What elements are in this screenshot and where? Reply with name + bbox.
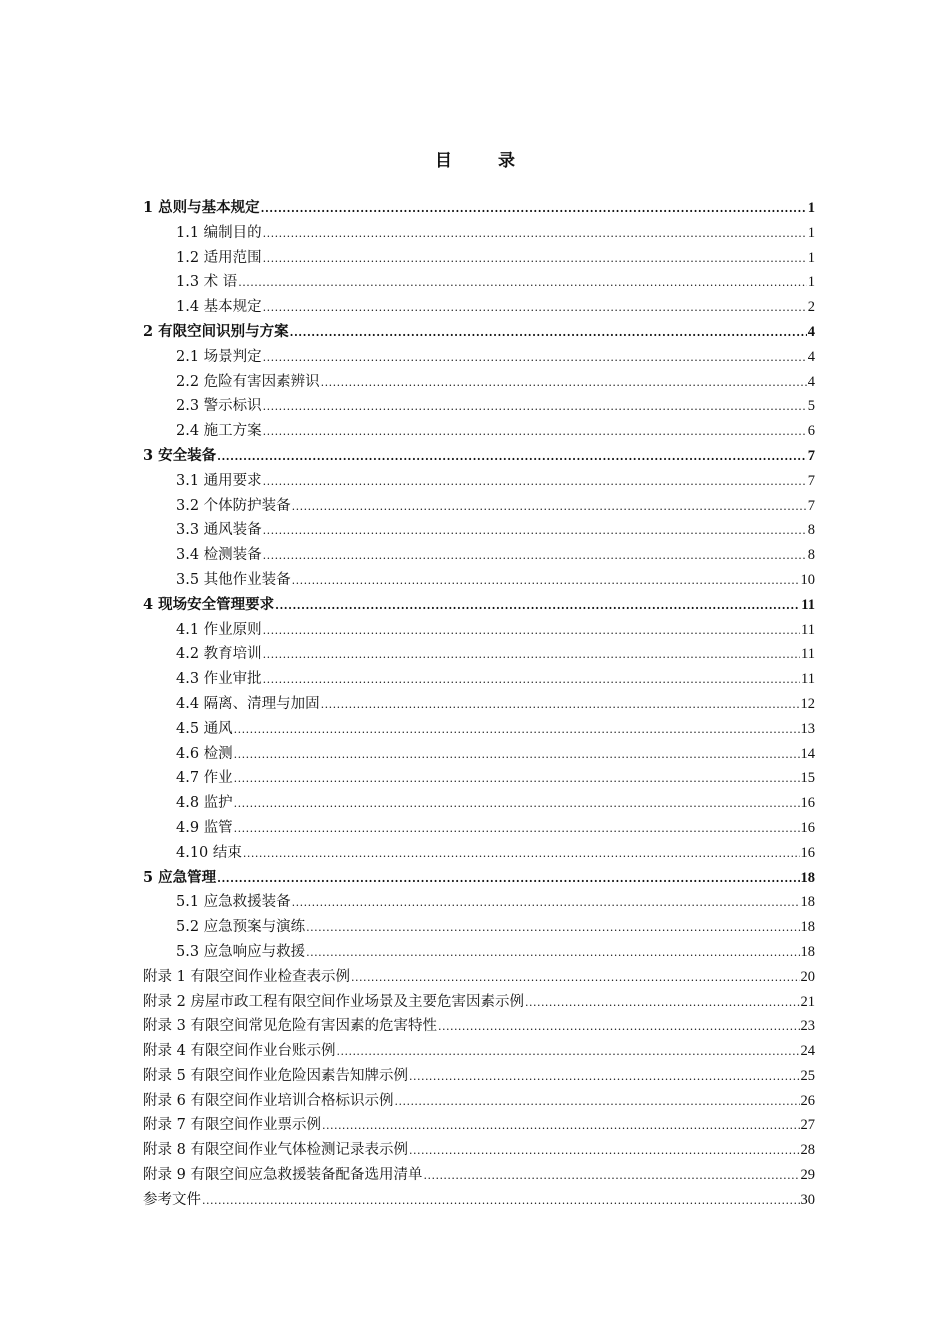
toc-page-number: 7 — [807, 447, 815, 464]
toc-dot-leader — [234, 792, 800, 817]
toc-dot-leader — [261, 197, 807, 222]
toc-entry-label: 附录 6 有限空间作业培训合格标识示例 — [143, 1092, 394, 1109]
toc-section-entry[interactable] — [143, 370, 815, 395]
toc-section-entry[interactable] — [143, 469, 815, 494]
toc-dot-leader — [263, 643, 800, 668]
toc-page-number: 11 — [801, 621, 815, 638]
toc-page-number: 8 — [807, 522, 815, 539]
toc-section-entry[interactable] — [143, 394, 815, 419]
toc-appendix-entry[interactable] — [143, 965, 815, 990]
toc-chapter-entry[interactable] — [143, 320, 815, 345]
toc-entry-label: 3 安全装备 — [143, 446, 217, 464]
toc-dot-leader — [292, 569, 800, 594]
toc-entry-label: 附录 8 有限空间作业气体检测记录表示例 — [143, 1142, 408, 1159]
toc-appendix-entry[interactable] — [143, 1163, 815, 1188]
toc-dot-leader — [217, 445, 807, 470]
toc-section-entry[interactable] — [143, 890, 815, 915]
toc-dot-leader — [525, 991, 800, 1016]
toc-dot-leader — [409, 1065, 800, 1090]
toc-entry-label: 附录 5 有限空间作业危险因素告知牌示例 — [143, 1067, 408, 1084]
toc-entry-label: 附录 2 房屋市政工程有限空间作业场景及主要危害因素示例 — [143, 993, 524, 1010]
toc-chapter-entry[interactable] — [143, 196, 815, 221]
toc-page-number: 18 — [800, 894, 815, 911]
toc-page-number: 25 — [800, 1067, 815, 1084]
toc-page-number: 1 — [807, 224, 815, 241]
toc-dot-leader — [306, 916, 799, 941]
toc-page-number: 7 — [807, 472, 815, 489]
toc-section-entry[interactable] — [143, 618, 815, 643]
toc-entry-label: 4.3 作业审批 — [176, 671, 262, 688]
toc-entry-label: 4.10 结束 — [176, 844, 242, 861]
toc-dot-leader — [263, 222, 807, 247]
toc-page-number: 18 — [800, 869, 815, 886]
toc-entry-label: 附录 9 有限空间应急救援装备配备选用清单 — [143, 1167, 423, 1184]
toc-dot-leader — [438, 1015, 800, 1040]
page-title: 目 录 — [435, 151, 535, 171]
toc-page-number: 1 — [807, 200, 815, 216]
toc-entry-label: 1.4 基本规定 — [176, 299, 262, 316]
toc-dot-leader — [263, 296, 807, 321]
toc-appendix-entry[interactable] — [143, 1039, 815, 1064]
toc-page-number: 4 — [807, 373, 815, 390]
toc-dot-leader — [409, 1139, 800, 1164]
toc-appendix-entry[interactable] — [143, 1113, 815, 1138]
toc-entry-label: 4.4 隔离、清理与加固 — [176, 695, 320, 712]
table-of-contents — [143, 196, 815, 1213]
toc-section-entry[interactable] — [143, 791, 815, 816]
toc-appendix-entry[interactable] — [143, 990, 815, 1015]
toc-page-number: 21 — [800, 993, 815, 1010]
toc-entry-label: 2.2 危险有害因素辨识 — [176, 373, 320, 390]
toc-entry-label: 2.3 警示标识 — [176, 398, 262, 415]
toc-page-number: 1 — [807, 249, 815, 266]
toc-dot-leader — [263, 247, 807, 272]
toc-entry-label: 4.5 通风 — [176, 720, 233, 737]
toc-page-number: 5 — [807, 398, 815, 415]
toc-entry-label: 3.2 个体防护装备 — [176, 497, 291, 514]
toc-entry-label: 4 现场安全管理要求 — [143, 595, 275, 613]
toc-dot-leader — [263, 420, 807, 445]
toc-dot-leader — [292, 495, 807, 520]
toc-page-number: 29 — [800, 1167, 815, 1184]
toc-entry-label: 2 有限空间识别与方案 — [143, 322, 289, 340]
toc-page-number: 13 — [800, 720, 815, 737]
toc-section-entry[interactable] — [143, 940, 815, 965]
toc-section-entry[interactable] — [143, 717, 815, 742]
toc-entry-label: 4.9 监管 — [176, 819, 233, 836]
toc-dot-leader — [321, 371, 807, 396]
toc-section-entry[interactable] — [143, 494, 815, 519]
toc-dot-leader — [275, 594, 800, 619]
toc-page-number: 24 — [800, 1043, 815, 1060]
toc-page-number: 20 — [800, 968, 815, 985]
toc-page-number: 6 — [807, 423, 815, 440]
toc-section-entry[interactable] — [143, 766, 815, 791]
toc-entry-label: 附录 1 有限空间作业检查表示例 — [143, 968, 350, 985]
toc-section-entry[interactable] — [143, 742, 815, 767]
toc-page-number: 10 — [800, 571, 815, 588]
toc-entry-label: 1.2 适用范围 — [176, 249, 262, 266]
toc-page-number: 28 — [800, 1142, 815, 1159]
toc-appendix-entry[interactable] — [143, 1138, 815, 1163]
toc-page-number: 15 — [800, 770, 815, 787]
toc-dot-leader — [263, 668, 800, 693]
toc-page-number: 18 — [800, 919, 815, 936]
toc-entry-label: 4.8 监护 — [176, 795, 233, 812]
toc-entry-label: 3.5 其他作业装备 — [176, 571, 291, 588]
toc-entry-label: 1 总则与基本规定 — [143, 199, 260, 216]
toc-entry-label: 5.2 应急预案与演练 — [176, 919, 306, 936]
toc-section-entry[interactable] — [143, 543, 815, 568]
toc-entry-label: 5 应急管理 — [143, 868, 217, 886]
toc-dot-leader — [263, 619, 800, 644]
toc-dot-leader — [234, 817, 800, 842]
toc-dot-leader — [234, 718, 800, 743]
toc-entry-label: 参考文件 — [143, 1191, 201, 1208]
toc-section-entry[interactable] — [143, 816, 815, 841]
toc-entry-label: 4.6 检测 — [176, 745, 233, 762]
toc-dot-leader — [243, 842, 800, 867]
toc-page-number: 11 — [801, 596, 815, 613]
toc-entry-label: 1.1 编制目的 — [176, 224, 262, 241]
toc-page-number: 16 — [800, 819, 815, 836]
toc-dot-leader — [322, 1114, 800, 1139]
toc-dot-leader — [423, 1164, 799, 1189]
toc-chapter-entry[interactable] — [143, 444, 815, 469]
toc-section-entry[interactable] — [143, 692, 815, 717]
toc-entry-label: 4.2 教育培训 — [176, 646, 262, 663]
toc-chapter-entry[interactable] — [143, 866, 815, 891]
toc-dot-leader — [263, 395, 807, 420]
toc-entry-label: 1.3 术 语 — [176, 274, 238, 291]
toc-section-entry[interactable] — [143, 915, 815, 940]
toc-section-entry[interactable] — [143, 667, 815, 692]
toc-page-number: 1 — [807, 274, 815, 291]
toc-section-entry[interactable] — [143, 246, 815, 271]
toc-entry-label: 4.1 作业原则 — [176, 621, 262, 638]
toc-section-entry[interactable] — [143, 270, 815, 295]
toc-entry-label: 3.3 通风装备 — [176, 522, 262, 539]
toc-entry-label: 5.3 应急响应与救援 — [176, 943, 306, 960]
toc-section-entry[interactable] — [143, 295, 815, 320]
toc-dot-leader — [234, 743, 800, 768]
toc-page-number: 27 — [800, 1117, 815, 1134]
toc-page-number: 12 — [800, 695, 815, 712]
toc-entry-label: 附录 7 有限空间作业票示例 — [143, 1117, 321, 1134]
toc-dot-leader — [321, 693, 800, 718]
toc-entry-label: 4.7 作业 — [176, 770, 233, 787]
toc-appendix-entry[interactable] — [143, 1014, 815, 1039]
toc-page-number: 16 — [800, 844, 815, 861]
toc-section-entry[interactable] — [143, 841, 815, 866]
toc-page-number: 18 — [800, 943, 815, 960]
toc-chapter-entry[interactable] — [143, 593, 815, 618]
toc-entry-label: 附录 4 有限空间作业台账示例 — [143, 1043, 336, 1060]
toc-entry-label: 3.1 通用要求 — [176, 472, 262, 489]
toc-dot-leader — [263, 544, 807, 569]
toc-entry-label: 附录 3 有限空间常见危险有害因素的危害特性 — [143, 1018, 437, 1035]
toc-dot-leader — [234, 767, 800, 792]
toc-dot-leader — [290, 321, 807, 346]
toc-page-number: 11 — [801, 671, 815, 688]
toc-page-number: 14 — [800, 745, 815, 762]
toc-entry-label: 2.4 施工方案 — [176, 423, 262, 440]
toc-dot-leader — [202, 1189, 800, 1214]
toc-page-number: 16 — [800, 795, 815, 812]
toc-page-number: 30 — [800, 1191, 815, 1208]
toc-dot-leader — [306, 941, 799, 966]
toc-page-number: 8 — [807, 547, 815, 564]
toc-dot-leader — [292, 891, 800, 916]
toc-page-number: 4 — [807, 323, 815, 340]
toc-page-number: 2 — [807, 299, 815, 316]
toc-section-entry[interactable] — [143, 568, 815, 593]
toc-entry-label: 2.1 场景判定 — [176, 348, 262, 365]
toc-dot-leader — [238, 271, 806, 296]
toc-page-number: 11 — [801, 646, 815, 663]
toc-section-entry[interactable] — [143, 345, 815, 370]
toc-section-entry[interactable] — [143, 419, 815, 444]
toc-entry-label: 3.4 检测装备 — [176, 547, 262, 564]
toc-dot-leader — [351, 966, 800, 991]
toc-section-entry[interactable] — [143, 518, 815, 543]
toc-dot-leader — [263, 470, 807, 495]
toc-page-number: 23 — [800, 1018, 815, 1035]
toc-appendix-entry[interactable] — [143, 1064, 815, 1089]
toc-dot-leader — [394, 1090, 799, 1115]
toc-page-number: 7 — [807, 497, 815, 514]
toc-page-number: 26 — [800, 1092, 815, 1109]
toc-dot-leader — [217, 867, 799, 892]
toc-appendix-entry[interactable] — [143, 1089, 815, 1114]
toc-appendix-entry[interactable] — [143, 1188, 815, 1213]
toc-dot-leader — [336, 1040, 799, 1065]
toc-section-entry[interactable] — [143, 642, 815, 667]
toc-page-number: 4 — [807, 348, 815, 365]
toc-dot-leader — [263, 519, 807, 544]
toc-section-entry[interactable] — [143, 221, 815, 246]
toc-entry-label: 5.1 应急救援装备 — [176, 894, 291, 911]
toc-dot-leader — [263, 346, 807, 371]
